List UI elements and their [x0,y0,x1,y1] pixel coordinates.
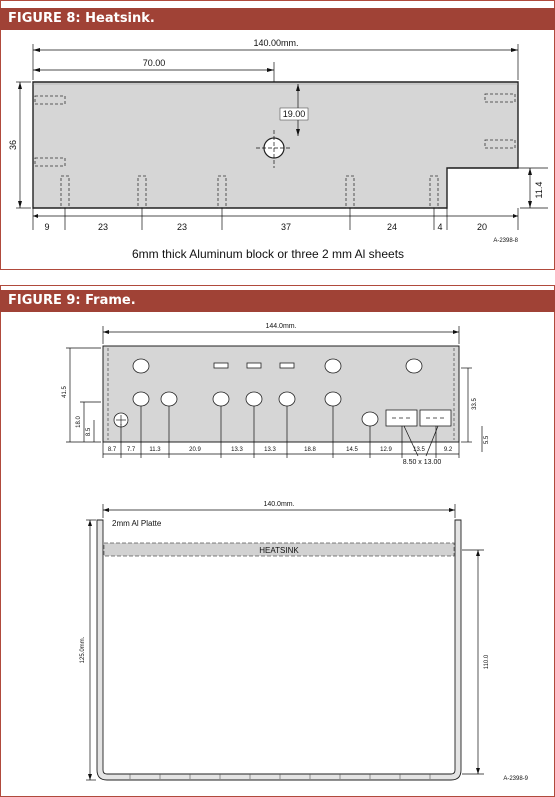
bottom-dim-label: 20 [476,222,488,232]
frame-hole [246,392,262,406]
frame-bottom-dim: 11.3 [149,447,161,453]
frame-left-height-label: 125.0mm. [80,636,86,664]
frame-hole [279,392,295,406]
frame-hole [133,392,149,406]
figure-8-ref: A-2398-8 [493,238,518,244]
frame-slot [247,363,261,368]
bottom-dim-label: 24 [386,222,398,232]
frame-bottom-dim: 8.7 [107,447,117,453]
frame-bottom-dim: 13.3 [231,447,243,453]
frame-dim-left-outer: 41.5 [62,386,68,398]
frame-bottom-dim: 14.5 [346,447,358,453]
frame-u-profile [97,520,461,780]
frame-bottom-dim: 13.5 [413,447,425,453]
frame-side-drawing [0,490,555,790]
frame-bottom-dim: 9.2 [443,447,453,453]
frame-bottom-dim: 12.9 [380,447,392,453]
frame-bottom-dim: 7.7 [126,447,136,453]
heatsink-drawing [0,30,555,270]
frame-slot [280,363,294,368]
frame-dim-left-inner: 18.0 [76,416,82,428]
bottom-dim-label: 23 [97,222,109,232]
dim-step-label: 11.4 [534,181,544,199]
slot-dim-label: 8.50 x 13.00 [402,459,442,466]
figure-8-title: FIGURE 8: Heatsink. [0,8,555,30]
bottom-dim-label: 23 [176,222,188,232]
frame-hole [325,359,341,373]
frame-hole [161,392,177,406]
dim-total-label: 140.00mm. [253,38,299,48]
frame-dim-right-a: 33.5 [472,398,478,410]
bottom-dim-label: 37 [280,222,292,232]
frame-bottom-dim: 20.9 [189,447,201,453]
frame-dim-right-b: 5.5 [484,435,490,445]
bottom-dim-label: 9 [44,222,50,232]
figure-9-title: FIGURE 9: Frame. [0,290,555,312]
frame-dim-total: 144.0mm. [265,323,297,330]
frame-hole [133,359,149,373]
heatsink-band-label: HEATSINK [259,546,299,555]
bottom-dim-label: 4 [437,222,443,232]
plate-width-label: 140.0mm. [263,501,295,508]
frame-bottom-dim: 18.8 [304,447,316,453]
dim-half-label: 70.00 [142,58,166,68]
figure-9-ref: A-2398-9 [503,776,528,782]
heatsink-caption: 6mm thick Aluminum block or three 2 mm Al sheets [131,247,405,261]
frame-hole [406,359,422,373]
frame-hole [362,412,378,426]
frame-hole [213,392,229,406]
dim-height-label: 36 [8,139,18,151]
bottom-dimension-chain [33,208,518,232]
frame-right-height-label: 110.0 [484,654,490,670]
frame-top-drawing [0,312,555,482]
plate-label: 2mm Al Platte [112,519,162,528]
frame-bottom-dim: 13.3 [264,447,276,453]
frame-hole [325,392,341,406]
dim-hole-label: 19.00 [282,109,306,119]
frame-slot [214,363,228,368]
frame-dim-left-small: 8.5 [86,427,92,437]
